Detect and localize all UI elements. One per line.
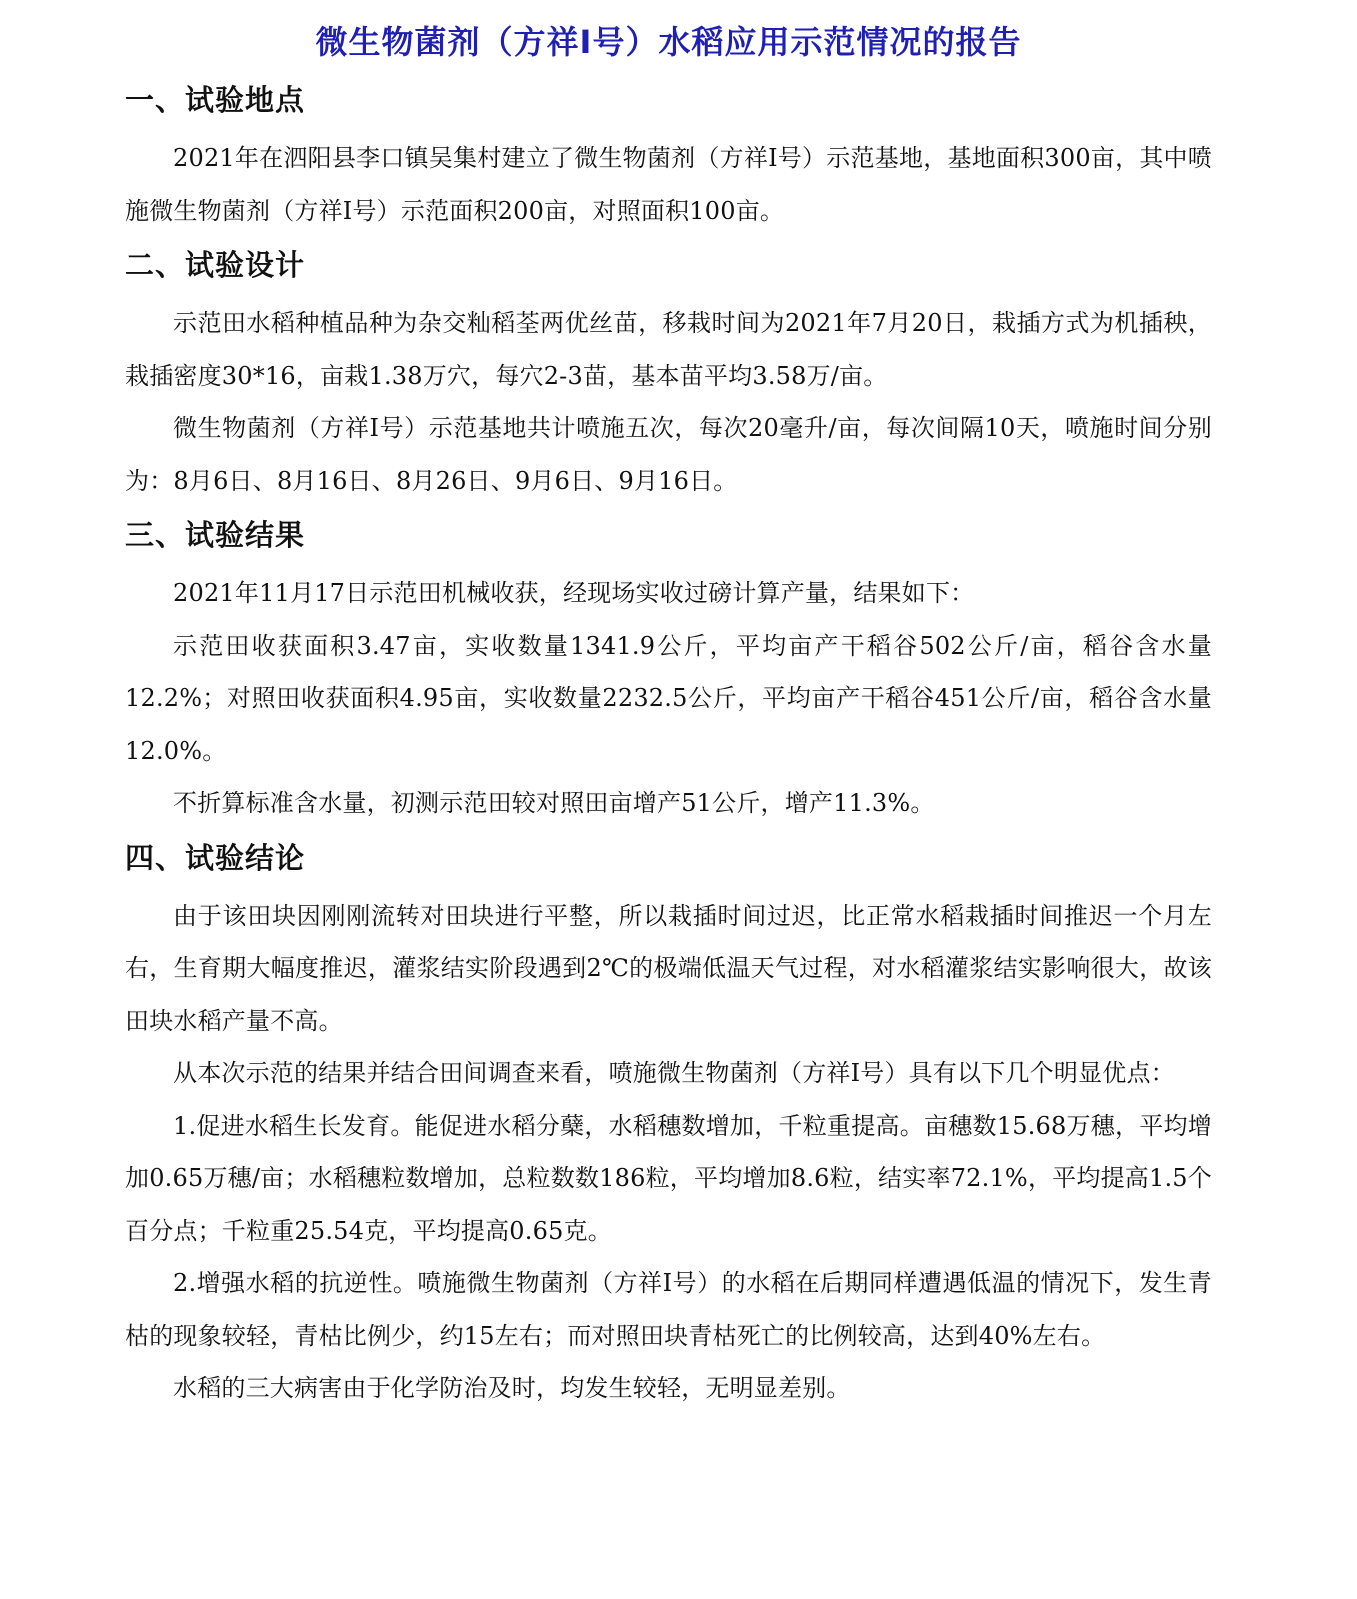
- paragraph: 由于该田块因刚刚流转对田块进行平整，所以栽插时间过迟，比正常水稻栽插时间推迟一个月左右，生育期大幅度推迟，灌浆结实阶段遇到2℃的极端低温天气过程，对水稻灌浆结实影响很大，故该田块水稻产量不高。: [125, 901, 1212, 1035]
- section-test-location: [125, 72, 1212, 237]
- section-heading: 四、试验结论: [125, 840, 306, 875]
- section-heading: 二、试验设计: [125, 248, 306, 282]
- paragraph: 水稻的三大病害由于化学防治及时，均发生较轻，无明显差别。: [173, 1374, 851, 1402]
- paragraph: 示范田收获面积3.47亩，实收数量1341.9公斤，平均亩产干稻谷502公斤/亩，稻谷含水量12.2%；对照田收获面积4.95亩，实收数量2232.5公斤，平均亩产干稻谷451公斤/亩，稻谷含水量12.0%。: [125, 631, 1212, 765]
- section-heading: 三、试验结果: [125, 518, 306, 552]
- section-test-design: [125, 237, 1212, 507]
- paragraph: 示范田水稻种植品种为杂交籼稻荃两优丝苗，移栽时间为2021年7月20日，栽插方式为机插秧，栽插密度30*16，亩栽1.38万穴，每穴2-3苗，基本苗平均3.58万/亩。: [125, 309, 1212, 390]
- page-title: 微生物菌剂（方祥Ⅰ号）水稻应用示范情况的报告: [315, 23, 1022, 61]
- section-test-conclusion: [125, 830, 1212, 1415]
- paragraph: 2021年在泗阳县李口镇吴集村建立了微生物菌剂（方祥Ⅰ号）示范基地，基地面积300亩，其中喷施微生物菌剂（方祥Ⅰ号）示范面积200亩，对照面积100亩。: [125, 144, 1212, 225]
- paragraph: 2.增强水稻的抗逆性。喷施微生物菌剂（方祥Ⅰ号）的水稻在后期同样遭遇低温的情况下，发生青枯的现象较轻，青枯比例少，约15左右；而对照田块青枯死亡的比例较高，达到40%左右。: [125, 1269, 1212, 1350]
- paragraph: 微生物菌剂（方祥Ⅰ号）示范基地共计喷施五次，每次20毫升/亩，每次间隔10天，喷施时间分别为：8月6日、8月16日、8月26日、9月6日、9月16日。: [125, 414, 1212, 495]
- paragraph: 从本次示范的结果并结合田间调查来看，喷施微生物菌剂（方祥Ⅰ号）具有以下几个明显优点：: [173, 1059, 1175, 1087]
- paragraph: 2021年11月17日示范田机械收获，经现场实收过磅计算产量，结果如下：: [173, 579, 975, 607]
- paragraph: 不折算标准含水量，初测示范田较对照田亩增产51公斤，增产11.3%。: [173, 789, 935, 817]
- paragraph: 1.促进水稻生长发育。能促进水稻分蘖，水稻穗数增加，千粒重提高。亩穗数15.68万穗，平均增加0.65万穗/亩；水稻穗粒数增加，总粒数数186粒，平均增加8.6粒，结实率72.1%，平均提高1.5个百分点；千粒重25.54克，平均提高0.65克。: [125, 1111, 1212, 1245]
- section-test-results: [125, 507, 1212, 830]
- section-heading: 一、试验地点: [125, 83, 306, 117]
